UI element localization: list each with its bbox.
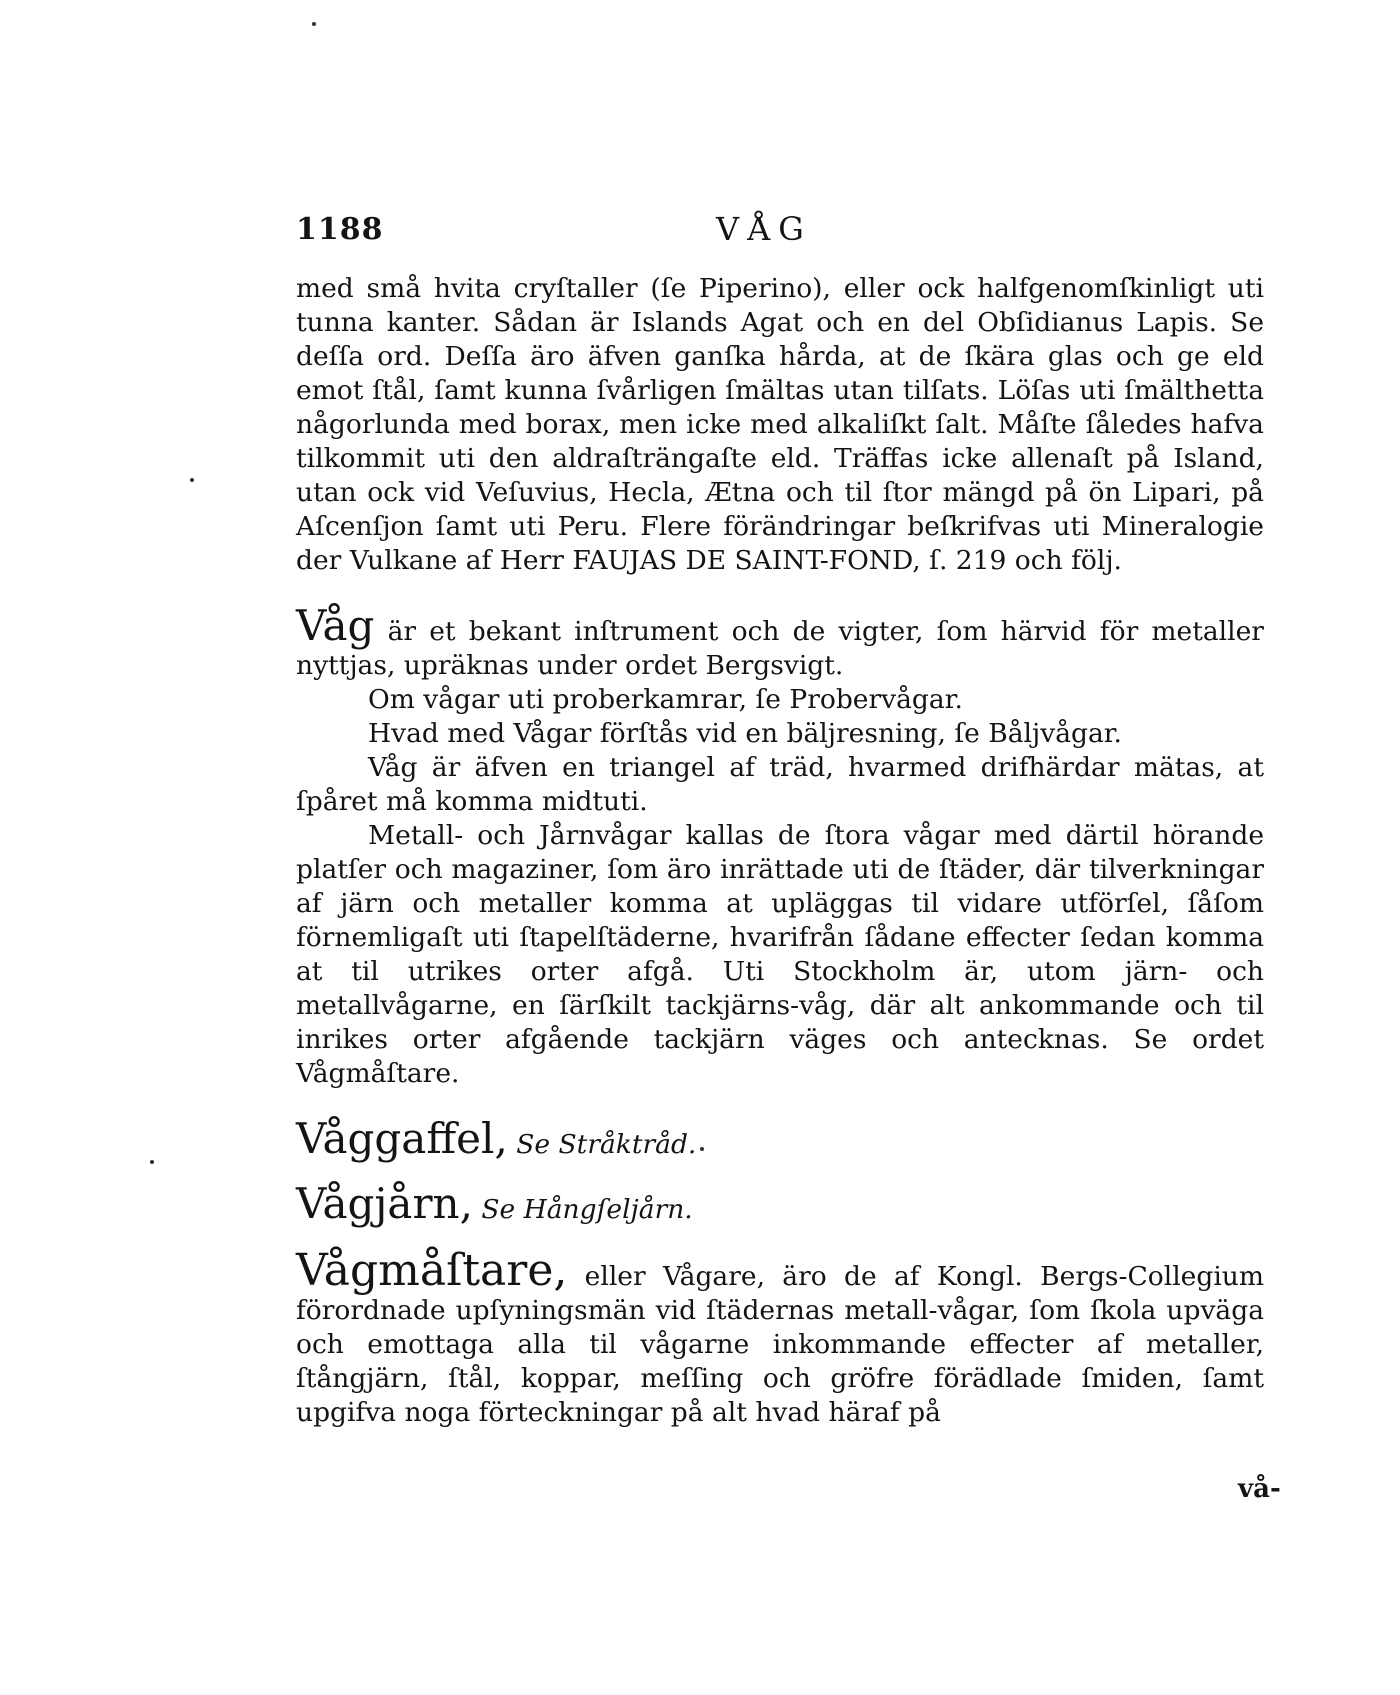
headword-vag: Våg [296,601,375,650]
body-text [296,272,1264,1430]
running-head: VÅG [716,210,812,248]
paper-speck [312,22,316,26]
entry-vag-sub-3: Våg är äfven en triangel af träd, hvarmed drifhärdar mätas, at ſpåret må komma midtuti. [296,752,1264,817]
entry-vag-sub-2: Hvad med Vågar förſtås vid en bäljresning, ſe Båljvågar. [368,718,1122,749]
entry-vaggaffel [296,1114,1264,1163]
entry-vag-text: är et bekant inſtrument och de vigter, ſom härvid för metaller nyttjas, upräknas under ordet Bergsvigt. [296,616,1264,681]
page-number: 1188 [296,212,384,247]
catchword: vå- [1238,1474,1281,1504]
entry-vaggaffel-text: Se Stråktråd. [516,1129,697,1160]
page-header [296,206,1276,256]
paper-speck [190,478,194,482]
headword-vaggaffel: Våggaffel, [296,1114,508,1163]
headword-vagmastare: Vågmåſtare, [296,1245,568,1296]
entry-vagmastare [296,1245,1264,1430]
continuation-paragraph: med små hvita cryſtaller (ſe Piperino), eller ock halfgenomſkinligt uti tunna kanter. Sådan är Islands Agat och en del Obſidianus Lapis. Se deſſa ord. Deſſa äro äfven ganſka hårda, at de ſkära glas och ge eld emot ſtål, ſamt kunna ſvårligen ſmältas utan tilſats. Löſas uti ſmälthetta någorlunda med borax, men icke med alkaliſkt ſalt. Måſte ſåledes hafva tilkommit uti den aldraſträngaſte eld. Träffas icke allenaſt på Island, utan ock vid Veſuvius, Hecla, Ætna och til ſtor mängd på ön Lipari, på Aſcenſjon ſamt uti Peru. Flere förändringar beſkrifvas uti Mineralogie der Vulkane af Herr FAUJAS DE SAINT-FOND, ſ. 219 och följ. [296,273,1264,576]
entry-vag-sub-4: Metall- och Jårnvågar kallas de ſtora vågar med därtil hörande platſer och magaziner, ſom äro inrättade uti de ſtäder, där tilverkningar af järn och metaller komma at upläggas til vidare utförſel, ſåſom förnemligaſt uti ſtapelſtäderne, hvarifrån ſådane effecter ſedan komma at til utrikes orter afgå. Uti Stockholm är, utom järn- och metallvågarne, en ſärſkilt tackjärns-våg, där alt ankommande och til inrikes orter afgående tackjärn väges och antecknas. Se ordet Vågmåſtare. [296,820,1264,1089]
paper-speck [150,1160,154,1164]
paper-speck [700,1147,704,1151]
headword-vagjarn: Vågjårn, [296,1179,473,1228]
entry-vagjarn [296,1179,1264,1228]
entry-vagmastare-text: eller Vågare, äro de af Kongl. Bergs-Collegium förordnade upſyningsmän vid ſtädernas metall-vågar, ſom ſkola upväga och emottaga alla til vågarne inkommande effecter af metaller, ſtångjärn, ſtål, koppar, meſſing och gröfre förädlade ſmiden, ſamt upgifva noga förteckningar på alt hvad häraf på [296,1261,1264,1428]
entry-vag [296,601,1264,683]
entry-vag-sub-1: Om vågar uti proberkamrar, ſe Probervågar. [368,684,963,715]
entry-vagjarn-text: Se Hångſeljårn. [481,1194,693,1225]
